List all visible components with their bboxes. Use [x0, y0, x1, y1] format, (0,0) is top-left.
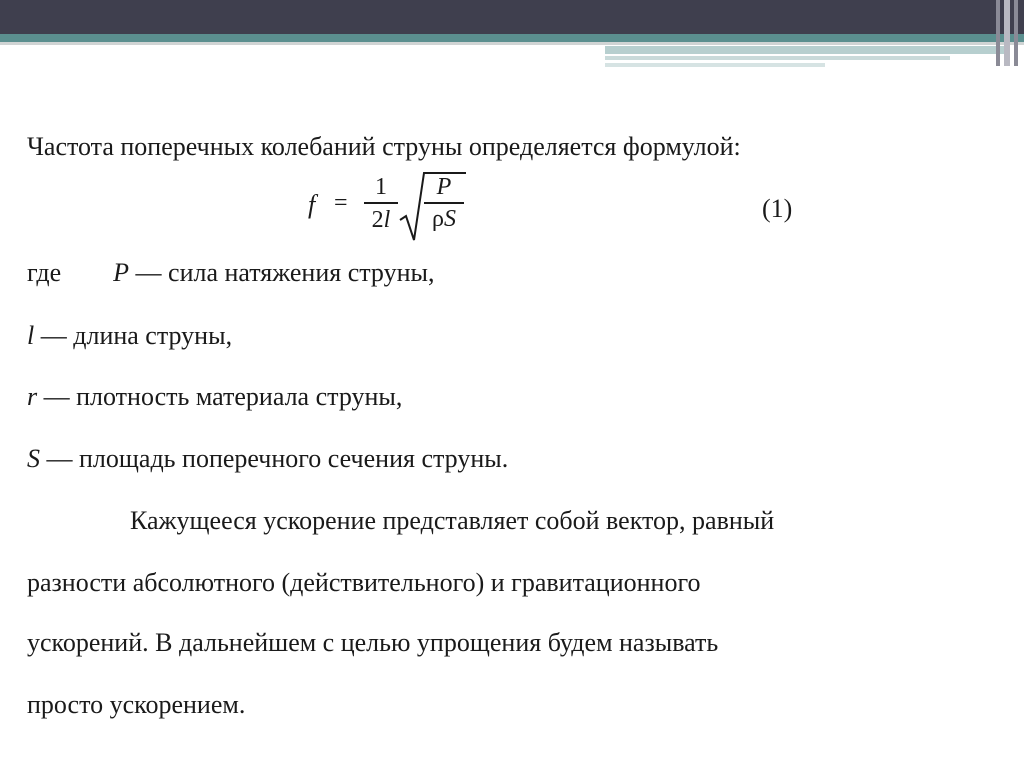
- vertical-stripe-3: [1014, 0, 1018, 66]
- den-coef: 2: [371, 206, 384, 233]
- def-r-text: — плотность материала струны,: [37, 382, 403, 411]
- vertical-stripe-1: [996, 0, 1000, 66]
- header-stripe-3: [605, 63, 825, 67]
- header-stripe-2: [605, 56, 950, 60]
- def-r: [27, 382, 402, 412]
- paragraph-line-3: ускорений. В дальнейшем с целью упрощения будем называть: [27, 628, 719, 657]
- def-l: [27, 321, 232, 351]
- fraction-two-denominator: [424, 204, 464, 234]
- header-stripe-1: [605, 46, 1005, 54]
- def-p-text: — сила натяжения струны,: [129, 258, 435, 287]
- vertical-stripe-2: [1004, 0, 1010, 66]
- header-bar-gray: [0, 42, 1024, 45]
- def-p: [27, 258, 434, 288]
- def-s-text: — площадь поперечного сечения струны.: [40, 444, 509, 473]
- formula-equals: =: [334, 190, 348, 216]
- symbol-s: S: [27, 444, 40, 473]
- intro-line: Частота поперечных колебаний струны определяется формулой:: [27, 132, 741, 161]
- header-bar-dark: [0, 0, 1024, 34]
- paragraph-line-2: разности абсолютного (действительного) и гравитационного: [27, 568, 701, 597]
- paragraph-line-4: просто ускорением.: [27, 690, 246, 719]
- paragraph-line-1: Кажущееся ускорение представляет собой вектор, равный: [130, 506, 775, 535]
- def-s: [27, 444, 508, 474]
- fraction-one-numerator: 1: [375, 174, 387, 200]
- fraction-one: [364, 172, 398, 234]
- den-var-s: S: [443, 205, 456, 232]
- fraction-two: [424, 172, 464, 234]
- where-word: где: [27, 258, 62, 287]
- formula: [300, 170, 793, 246]
- equation-number: (1): [762, 194, 793, 223]
- formula-lhs: f: [308, 190, 316, 219]
- den-var-l: l: [383, 206, 391, 233]
- symbol-l: l: [27, 321, 35, 350]
- def-l-text: — длина струны,: [34, 321, 233, 350]
- header-bar-teal: [0, 34, 1024, 42]
- symbol-r: r: [27, 382, 38, 411]
- fraction-one-denominator: [364, 204, 398, 234]
- symbol-p: P: [113, 258, 130, 287]
- fraction-two-numerator: P: [436, 174, 452, 200]
- den-rho: ρ: [432, 205, 444, 232]
